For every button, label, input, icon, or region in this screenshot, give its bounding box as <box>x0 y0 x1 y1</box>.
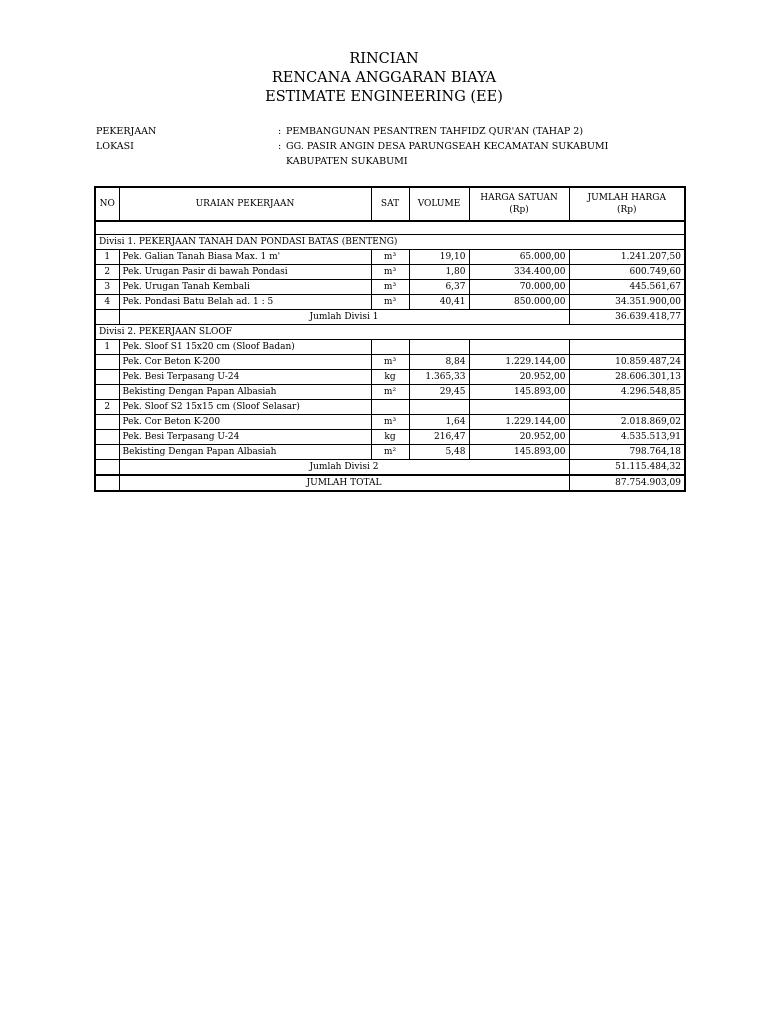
row-volume: 8,84 <box>409 355 469 370</box>
row-sat <box>371 400 409 415</box>
row-jumlah-harga <box>569 340 685 355</box>
row-jumlah-harga: 1.241.207,50 <box>569 250 685 265</box>
meta-colon: : <box>278 141 282 152</box>
row-sat: m³ <box>371 265 409 280</box>
division-title: Divisi 2. PEKERJAAN SLOOF <box>95 325 685 340</box>
table-row <box>95 340 685 355</box>
table-row <box>95 415 685 430</box>
row-uraian: Bekisting Dengan Papan Albasiah <box>119 385 371 400</box>
row-harga-satuan: 20.952,00 <box>469 370 569 385</box>
division-subtotal-value: 51.115.484,32 <box>569 460 685 476</box>
row-volume: 1,64 <box>409 415 469 430</box>
row-jumlah-harga: 4.535.513,91 <box>569 430 685 445</box>
table-header-row <box>95 187 685 221</box>
row-harga-satuan: 334.400,00 <box>469 265 569 280</box>
table-row <box>95 355 685 370</box>
row-jumlah-harga: 28.606.301,13 <box>569 370 685 385</box>
header-jumlah-harga-unit: (Rp) <box>616 205 637 215</box>
row-harga-satuan <box>469 340 569 355</box>
header-sat: SAT <box>371 187 409 221</box>
row-sat: m² <box>371 385 409 400</box>
table-row <box>95 370 685 385</box>
row-volume <box>409 400 469 415</box>
division-subtotal-label: Jumlah Divisi 1 <box>119 310 569 325</box>
row-harga-satuan: 20.952,00 <box>469 430 569 445</box>
row-jumlah-harga: 445.561,67 <box>569 280 685 295</box>
row-harga-satuan: 1.229.144,00 <box>469 355 569 370</box>
division-subtotal-label: Jumlah Divisi 2 <box>119 460 569 476</box>
row-volume: 216,47 <box>409 430 469 445</box>
row-volume: 1.365,33 <box>409 370 469 385</box>
row-jumlah-harga: 10.859.487,24 <box>569 355 685 370</box>
row-volume: 29,45 <box>409 385 469 400</box>
row-harga-satuan: 70.000,00 <box>469 280 569 295</box>
division-subtotal-value: 36.639.418,77 <box>569 310 685 325</box>
table-row <box>95 445 685 460</box>
meta-label: LOKASI <box>96 141 134 152</box>
row-volume: 19,10 <box>409 250 469 265</box>
row-uraian: Bekisting Dengan Papan Albasiah <box>119 445 371 460</box>
row-sat: kg <box>371 370 409 385</box>
row-harga-satuan <box>469 400 569 415</box>
row-sat: m² <box>371 445 409 460</box>
row-no: 1 <box>95 250 119 265</box>
header-no: NO <box>95 187 119 221</box>
grand-total-value: 87.754.903,09 <box>569 475 685 491</box>
row-uraian: Pek. Sloof S2 15x15 cm (Sloof Selasar) <box>119 400 371 415</box>
row-volume: 6,37 <box>409 280 469 295</box>
table-row <box>95 400 685 415</box>
row-jumlah-harga: 2.018.869,02 <box>569 415 685 430</box>
table-row <box>95 295 685 310</box>
row-uraian: Pek. Besi Terpasang U-24 <box>119 430 371 445</box>
header-jumlah-harga <box>569 187 685 221</box>
division-header <box>95 325 685 340</box>
row-jumlah-harga: 600.749,60 <box>569 265 685 280</box>
header-jumlah-harga-label: JUMLAH HARGA <box>587 193 666 203</box>
header-harga-satuan-unit: (Rp) <box>509 205 529 215</box>
row-no: 2 <box>95 400 119 415</box>
row-no <box>95 415 119 430</box>
row-uraian: Pek. Cor Beton K-200 <box>119 355 371 370</box>
row-volume: 5,48 <box>409 445 469 460</box>
row-sat: m³ <box>371 355 409 370</box>
row-jumlah-harga: 4.296.548,85 <box>569 385 685 400</box>
row-harga-satuan: 850.000,00 <box>469 295 569 310</box>
row-volume <box>409 340 469 355</box>
row-uraian: Pek. Galian Tanah Biasa Max. 1 m' <box>119 250 371 265</box>
header-uraian: URAIAN PEKERJAAN <box>119 187 371 221</box>
row-no <box>95 370 119 385</box>
title-line-3: ESTIMATE ENGINEERING (EE) <box>265 89 503 105</box>
meta-colon: : <box>278 126 282 137</box>
spacer-row <box>95 221 685 235</box>
row-uraian: Pek. Urugan Pasir di bawah Pondasi <box>119 265 371 280</box>
row-no <box>95 430 119 445</box>
table-row <box>95 430 685 445</box>
row-uraian: Pek. Sloof S1 15x20 cm (Sloof Badan) <box>119 340 371 355</box>
row-volume: 40,41 <box>409 295 469 310</box>
row-no: 3 <box>95 280 119 295</box>
row-no: 1 <box>95 340 119 355</box>
row-no: 4 <box>95 295 119 310</box>
header-harga-satuan <box>469 187 569 221</box>
meta-value: PEMBANGUNAN PESANTREN TAHFIDZ QUR'AN (TAHAP 2) <box>286 126 584 137</box>
row-sat <box>371 340 409 355</box>
row-harga-satuan: 145.893,00 <box>469 385 569 400</box>
table-row <box>95 250 685 265</box>
division-subtotal-row <box>95 460 685 476</box>
row-uraian: Pek. Cor Beton K-200 <box>119 415 371 430</box>
header-harga-satuan-label: HARGA SATUAN <box>480 193 558 203</box>
row-harga-satuan: 65.000,00 <box>469 250 569 265</box>
row-jumlah-harga: 34.351.900,00 <box>569 295 685 310</box>
row-no <box>95 445 119 460</box>
row-jumlah-harga <box>569 400 685 415</box>
row-sat: m³ <box>371 280 409 295</box>
meta-value: GG. PASIR ANGIN DESA PARUNGSEAH KECAMATAN SUKABUMI <box>286 141 609 152</box>
row-jumlah-harga: 798.764,18 <box>569 445 685 460</box>
row-sat: m³ <box>371 295 409 310</box>
division-subtotal-row <box>95 310 685 325</box>
table-row <box>95 280 685 295</box>
header-volume: VOLUME <box>409 187 469 221</box>
meta-label: PEKERJAAN <box>96 126 157 137</box>
row-no <box>95 385 119 400</box>
meta-value: KABUPATEN SUKABUMI <box>286 156 408 167</box>
row-sat: kg <box>371 430 409 445</box>
row-harga-satuan: 145.893,00 <box>469 445 569 460</box>
division-title: Divisi 1. PEKERJAAN TANAH DAN PONDASI BATAS (BENTENG) <box>95 235 685 250</box>
row-sat: m³ <box>371 250 409 265</box>
table-row <box>95 385 685 400</box>
row-uraian: Pek. Urugan Tanah Kembali <box>119 280 371 295</box>
document-title-block <box>0 50 768 107</box>
title-line-2: RENCANA ANGGARAN BIAYA <box>271 70 497 86</box>
grand-total-row <box>95 475 685 491</box>
row-uraian: Pek. Pondasi Batu Belah ad. 1 : 5 <box>119 295 371 310</box>
table-row <box>95 265 685 280</box>
row-sat: m³ <box>371 415 409 430</box>
row-uraian: Pek. Besi Terpasang U-24 <box>119 370 371 385</box>
row-harga-satuan: 1.229.144,00 <box>469 415 569 430</box>
grand-total-label: JUMLAH TOTAL <box>119 475 569 491</box>
row-no <box>95 355 119 370</box>
title-line-1: RINCIAN <box>349 51 419 67</box>
rab-table <box>94 186 686 492</box>
row-no: 2 <box>95 265 119 280</box>
row-volume: 1,80 <box>409 265 469 280</box>
division-header <box>95 235 685 250</box>
